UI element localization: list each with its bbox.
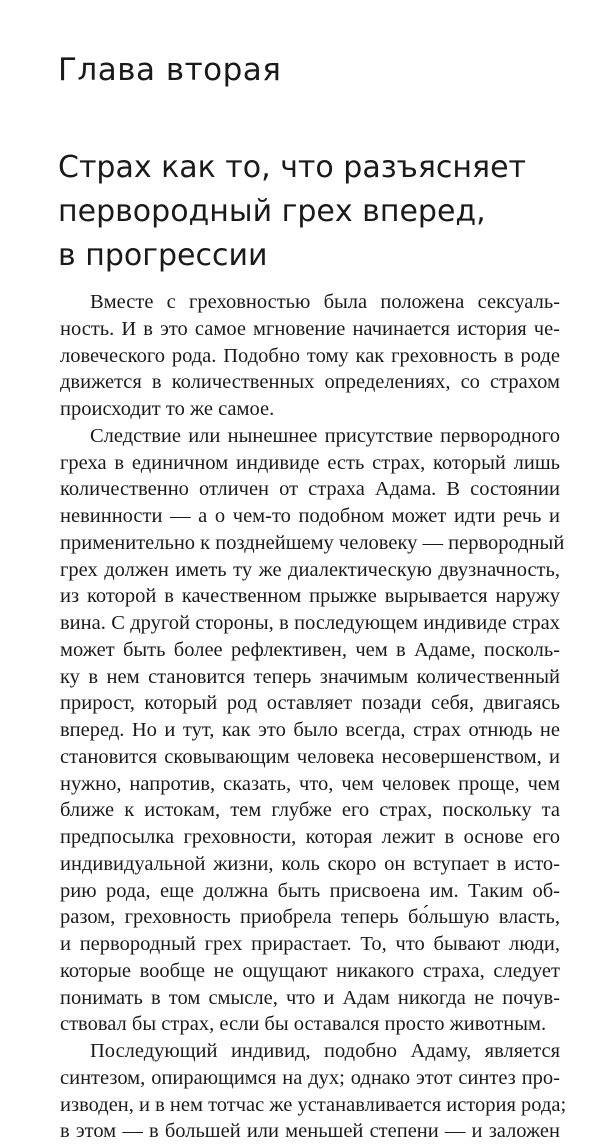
- text-line: синтезом, опирающимся на дух; однако этот синтез про-: [60, 1066, 560, 1089]
- text-line: изводен, и в нем тотчас же устанавливается история рода;: [60, 1093, 567, 1116]
- text-line: понимать в том смысле, что и Адам никогда не почув-: [60, 986, 560, 1009]
- text-line: количественно отличен от страха Адама. В состоянии: [60, 478, 560, 501]
- text-line: ку в нем становится теперь значимым количественный: [60, 665, 560, 688]
- text-line: ствовал бы страх, если бы оставался просто животным.: [60, 1013, 547, 1036]
- text-line: ловеческого рода. Подобно тому как греховность в роде: [60, 344, 560, 367]
- text-line: становится сковывающим человека несовершенством, и: [60, 745, 560, 768]
- text-line: вперед. Но и тут, как это было всегда, страх отнюдь не: [60, 719, 560, 741]
- text-line: из которой в качественном прыжке вырывается наружу: [60, 585, 560, 608]
- chapter-title-line: первородный грех вперед,: [58, 194, 486, 229]
- chapter-label: Глава вторая: [58, 52, 282, 88]
- text-line: греха в единичном индивиде есть страх, который лишь: [60, 451, 560, 474]
- paragraph: [60, 1038, 567, 1145]
- text-line: ность. И в это самое мгновение начинается история че-: [60, 317, 560, 340]
- text-line: предпосылка греховности, которая лежит в основе его: [60, 826, 560, 848]
- paragraph: [60, 423, 565, 1038]
- text-line: движется в количественных определениях, со страхом: [60, 371, 560, 394]
- text-line: Последующий индивид, подобно Адаму, является: [90, 1040, 560, 1062]
- text-line: и первородный грех прирастает. То, что бывают люди,: [60, 933, 560, 955]
- text-line: прирост, который род оставляет позади себя, двигаясь: [60, 692, 560, 715]
- text-line: невинности — а о чем-то подобном может идти речь и: [60, 505, 560, 527]
- text-line: Вместе с греховностью была положена сексуаль-: [90, 291, 560, 313]
- text-line: грех должен иметь ту же диалектическую двузначность,: [60, 558, 560, 581]
- text-line: разом, греховность приобрела теперь бо́льшую власть,: [60, 906, 560, 929]
- text-line: в этом — в большей или меньшей степени — и заложен: [60, 1120, 560, 1143]
- text-line: вина. С другой стороны, в последующем индивиде страх: [60, 612, 560, 634]
- text-line: может быть более рефлективен, чем в Адаме, посколь-: [60, 638, 560, 661]
- text-line: нужно, напротив, сказать, что, чем человек проще, чем: [60, 772, 560, 795]
- text-line: рию рода, еще должна быть присвоена им. Таким об-: [60, 879, 560, 902]
- text-line: применительно к позднейшему человеку — первородный: [60, 531, 565, 554]
- text-line: ближе к истокам, тем глубже его страх, поскольку та: [60, 799, 560, 822]
- chapter-title-line: в прогрессии: [58, 238, 268, 273]
- text-line: происходит то же самое.: [60, 398, 275, 420]
- chapter-title: [58, 146, 578, 278]
- body-text: [60, 289, 567, 1145]
- paragraph: [60, 289, 560, 423]
- text-line: индивидуальной жизни, коль скоро он вступает в исто-: [60, 852, 560, 875]
- chapter-title-line: Страх как то, что разъясняет: [58, 150, 527, 185]
- text-line: Следствие или нынешнее присутствие первородного: [90, 424, 560, 447]
- text-line: которые вообще не ощущают никакого страха, следует: [60, 959, 560, 982]
